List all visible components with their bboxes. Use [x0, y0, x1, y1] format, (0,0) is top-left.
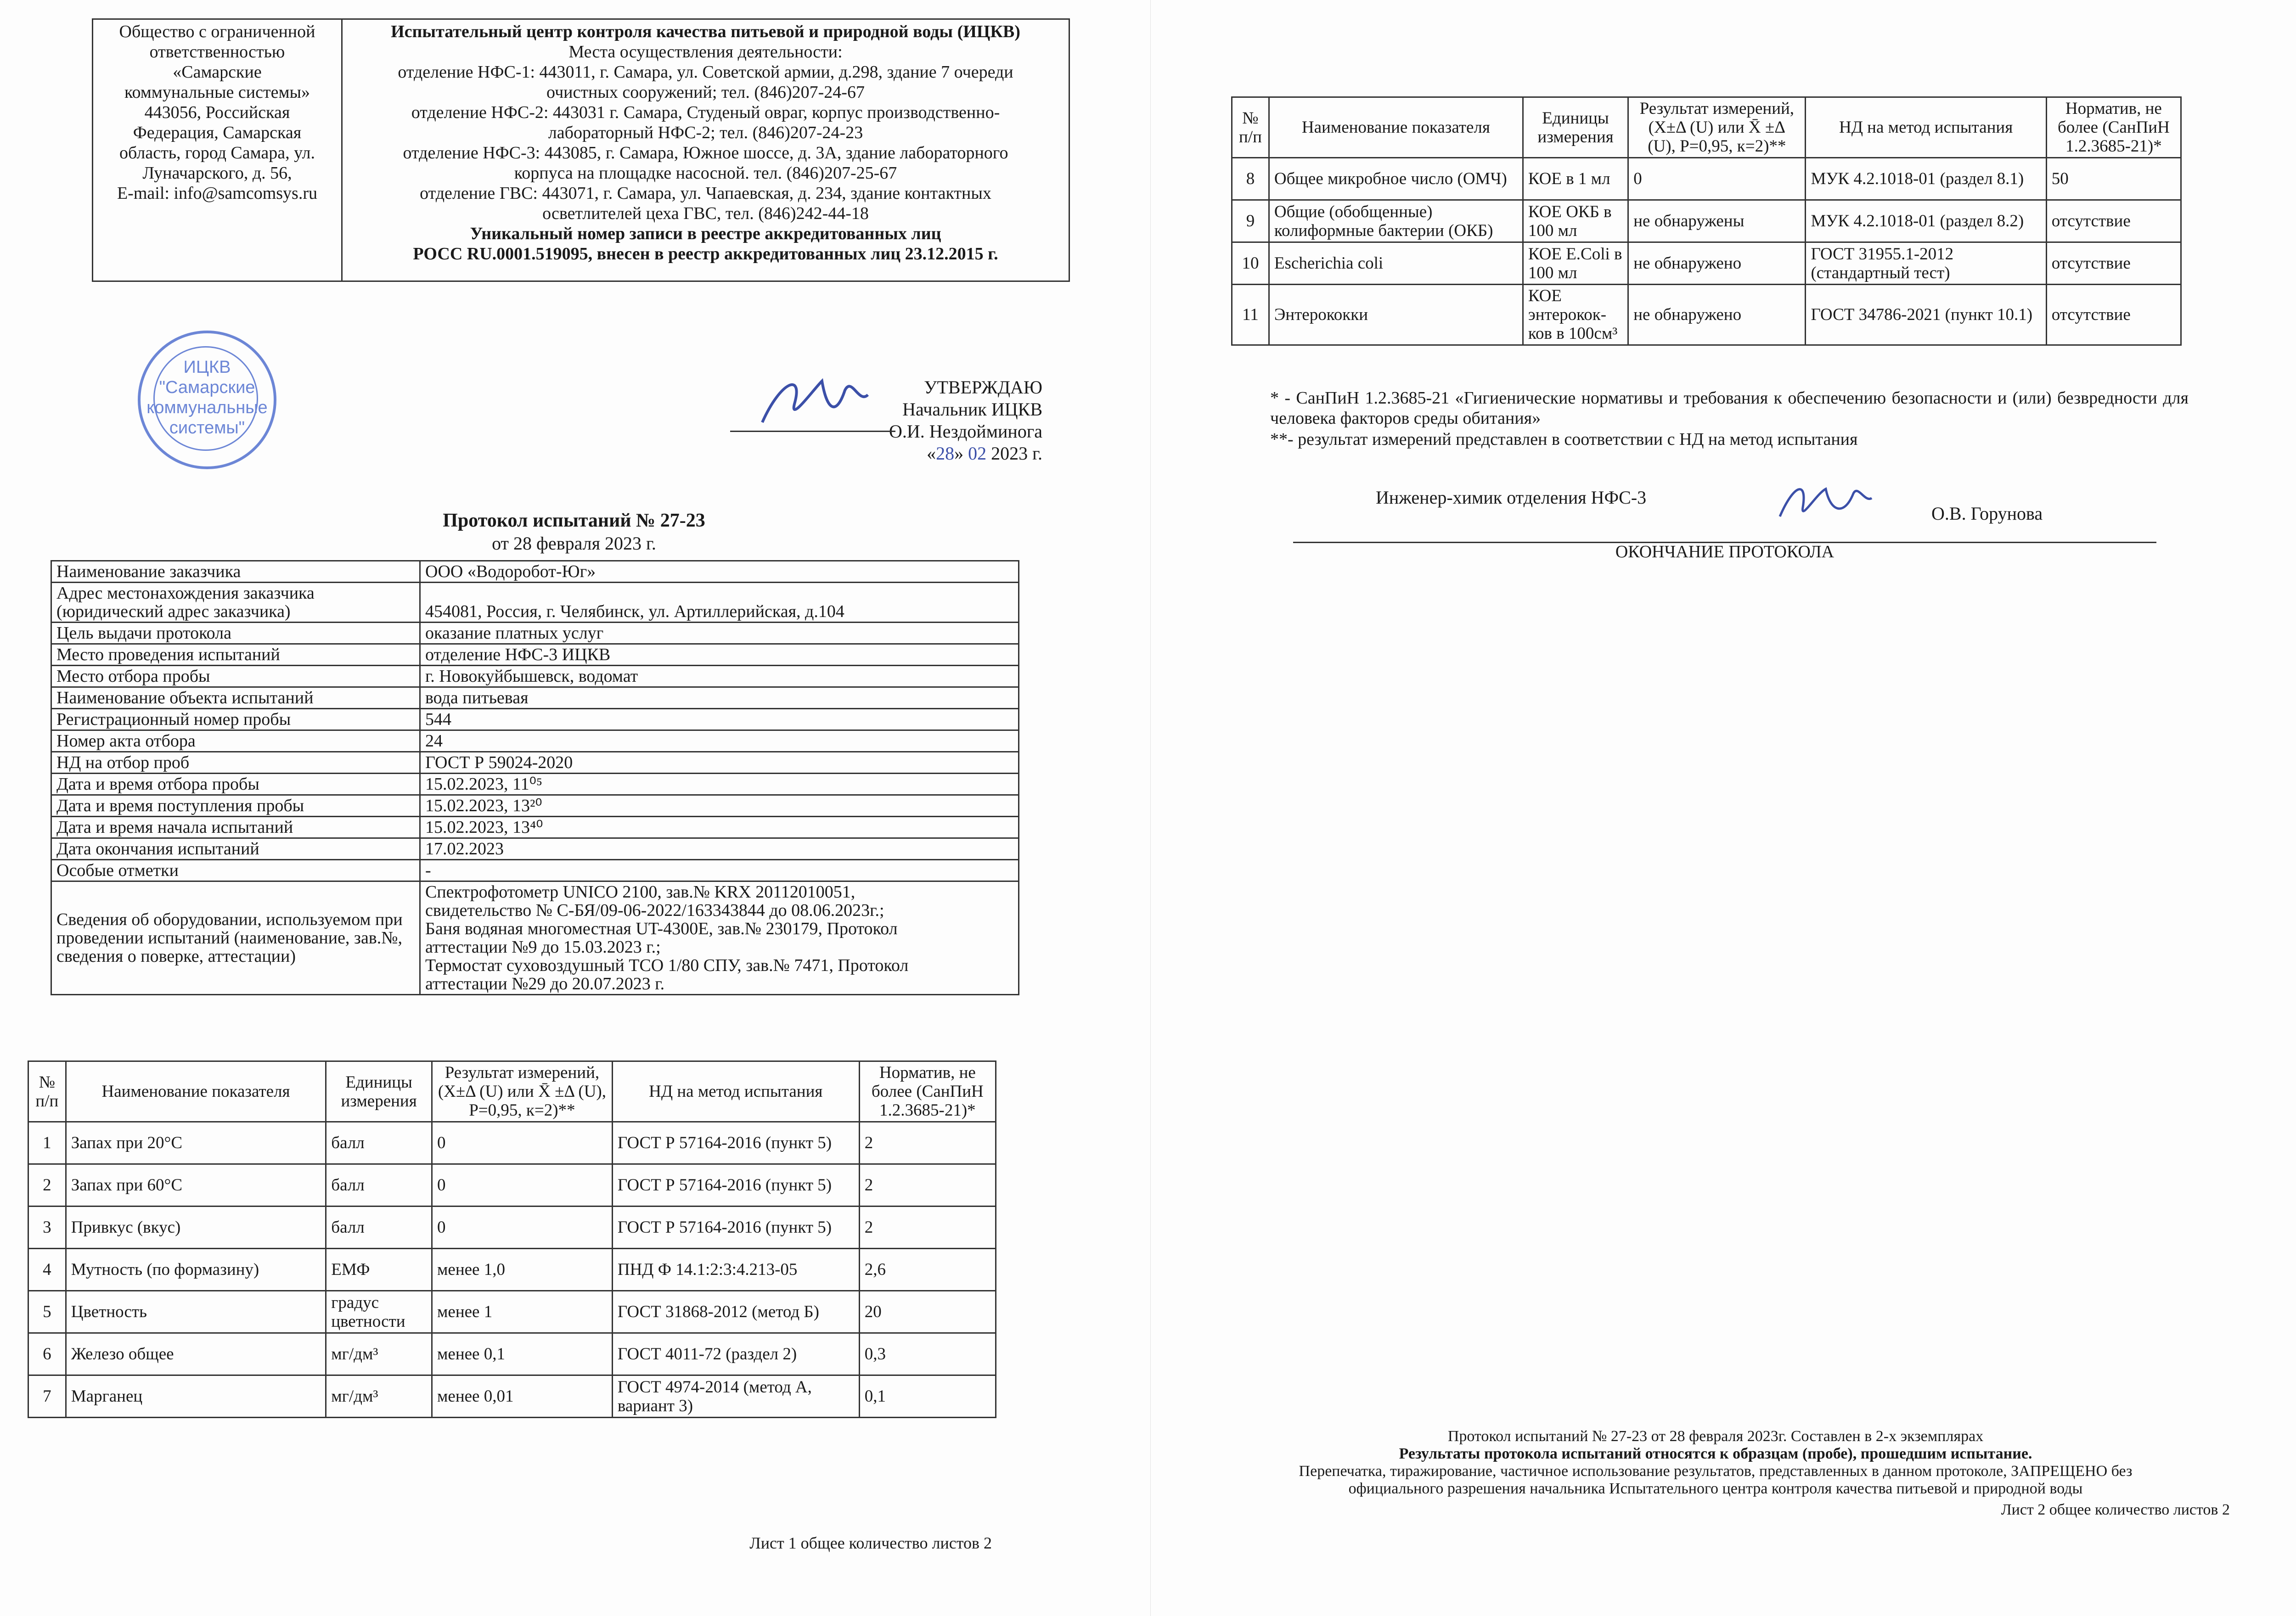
sample-info-table [51, 560, 1019, 995]
seal-text [141, 357, 274, 438]
info-value: ГОСТ Р 59024-2020 [420, 752, 1019, 774]
results-header-row [1232, 97, 2181, 158]
results-table-page-1 [28, 1060, 996, 1418]
bottom-notice [1210, 1428, 2221, 1498]
protocol-title: Протокол испытаний № 27-23 [443, 510, 705, 531]
header-indicator: Наименование показателя [66, 1061, 326, 1122]
bottom-line-1: Протокол испытаний № 27-23 от 28 февраля 2023г. Составлен в 2-х экземплярах [1447, 1428, 1984, 1445]
info-value: 454081, Россия, г. Челябинск, ул. Артиллерийская, д.104 [420, 583, 1019, 623]
result-value: менее 0,1 [432, 1333, 613, 1375]
approval-year: 2023 г. [991, 443, 1042, 464]
lab-location-line: Места осуществления деятельности: [568, 42, 843, 62]
lab-location-line: очистных сооружений; тел. (846)207-24-67 [546, 83, 865, 102]
result-value: не обнаружены [1628, 200, 1806, 242]
seal-text-line: ИЦКВ [183, 358, 231, 377]
results-table-page-2 [1231, 96, 2182, 346]
lab-location-line: отделение НФС-2: 443031 г. Самара, Студеный овраг, корпус производственно- [411, 103, 1000, 122]
bottom-line-4: официального разрешения начальника Испытательного центра контроля качества питьевой и природной воды [1348, 1480, 2083, 1497]
unit: мг/дм³ [326, 1333, 432, 1375]
result-row [28, 1249, 996, 1291]
equipment-line: Спектрофотометр UNICO 2100, зав.№ KRX 20112010051, [425, 882, 855, 902]
header-method: НД на метод испытания [612, 1061, 859, 1122]
info-label: Наименование заказчика [51, 561, 420, 583]
page-2 [1150, 0, 2296, 1616]
indicator-name: Мутность (по формазину) [66, 1249, 326, 1291]
header-method: НД на метод испытания [1806, 97, 2046, 158]
indicator-name: Общее микробное число (ОМЧ) [1269, 158, 1523, 200]
result-value: менее 1,0 [432, 1249, 613, 1291]
info-label: Особые отметки [51, 860, 420, 881]
norm-value: 2 [859, 1122, 996, 1164]
info-row [51, 687, 1019, 709]
unit: градус цветности [326, 1291, 432, 1333]
result-row [28, 1291, 996, 1333]
lab-location-line: осветлителей цеха ГВС, тел. (846)242-44-18 [542, 204, 869, 223]
norm-value: отсутствие [2046, 285, 2181, 345]
organization-header [92, 18, 1070, 282]
info-label: Дата и время отбора пробы [51, 774, 420, 795]
indicator-name: Энтерококки [1269, 285, 1523, 345]
info-row [51, 774, 1019, 795]
header-unit: Единицы измерения [1523, 97, 1628, 158]
indicator-name: Марганец [66, 1375, 326, 1418]
row-number: 1 [28, 1122, 66, 1164]
approval-position: Начальник ИЦКВ [902, 399, 1042, 420]
info-value: 15.02.2023, 13⁴⁰ [420, 817, 1019, 838]
norm-value: 20 [859, 1291, 996, 1333]
unit: КОЕ ОКБ в 100 мл [1523, 200, 1628, 242]
result-value: не обнаружено [1628, 285, 1806, 345]
info-value: отделение НФС-3 ИЦКВ [420, 644, 1019, 666]
organization-details [98, 22, 337, 203]
unit: КОЕ E.Coli в 100 мл [1523, 242, 1628, 285]
row-number: 6 [28, 1333, 66, 1375]
result-row [1232, 200, 2181, 242]
info-value: 544 [420, 709, 1019, 730]
seal-text-line: коммунальные [146, 398, 268, 417]
equipment-line: Термостат суховоздушный ТСО 1/80 СПУ, зав.№ 7471, Протокол [425, 956, 909, 975]
test-method: ГОСТ 4974-2014 (метод А, вариант 3) [612, 1375, 859, 1418]
protocol-date: от 28 февраля 2023 г. [492, 533, 656, 554]
unit: КОЕ энтерокок-ков в 100см³ [1523, 285, 1628, 345]
approval-title: УТВЕРЖДАЮ [924, 377, 1042, 398]
organization-line: Общество с ограниченной [119, 22, 315, 41]
row-number: 4 [28, 1249, 66, 1291]
result-row [28, 1333, 996, 1375]
test-method: ГОСТ Р 57164-2016 (пункт 5) [612, 1122, 859, 1164]
info-row [51, 561, 1019, 583]
equipment-line: свидетельство № С-БЯ/09-06-2022/163343844 до 08.06.2023г.; [425, 901, 884, 920]
norm-value: 0,3 [859, 1333, 996, 1375]
indicator-name: Железо общее [66, 1333, 326, 1375]
info-label: Дата и время поступления пробы [51, 795, 420, 817]
info-row [51, 644, 1019, 666]
equipment-label: Сведения об оборудовании, используемом при проведении испытаний (наименование, зав.№, сведения о поверке, аттестации) [51, 881, 420, 995]
bottom-line-3: Перепечатка, тиражирование, частичное использование результатов, представленных в данном протоколе, ЗАПРЕЩЕНО без [1299, 1463, 2133, 1480]
equipment-row [51, 881, 1019, 995]
result-value: 0 [1628, 158, 1806, 200]
header-result: Результат измерений, (X±Δ (U) или X̄ ±Δ (U), P=0,95, к=2)** [432, 1061, 613, 1122]
info-row [51, 583, 1019, 623]
lab-location-line: лабораторный НФС-2; тел. (846)207-24-23 [548, 123, 863, 142]
organization-left-cell [93, 19, 342, 281]
info-row [51, 817, 1019, 838]
info-value: 17.02.2023 [420, 838, 1019, 860]
page-1-footer: Лист 1 общее количество листов 2 [749, 1534, 992, 1552]
row-number: 7 [28, 1375, 66, 1418]
unit: мг/дм³ [326, 1375, 432, 1418]
info-label: Регистрационный номер пробы [51, 709, 420, 730]
test-method: ГОСТ 31955.1-2012 (стандартный тест) [1806, 242, 2046, 285]
test-method: ГОСТ Р 57164-2016 (пункт 5) [612, 1206, 859, 1249]
registry-line-2: РОСС RU.0001.519095, внесен в реестр аккредитованных лиц 23.12.2015 г. [413, 244, 998, 264]
organization-line: ответственностью [149, 42, 285, 62]
norm-value: отсутствие [2046, 242, 2181, 285]
result-row [28, 1375, 996, 1418]
info-value: ООО «Водоробот-Юг» [420, 561, 1019, 583]
lab-title: Испытательный центр контроля качества питьевой и природной воды (ИЦКВ) [391, 22, 1020, 41]
test-method: ГОСТ 31868-2012 (метод Б) [612, 1291, 859, 1333]
organization-line: «Самарские [173, 62, 262, 82]
result-row [1232, 158, 2181, 200]
unit: балл [326, 1164, 432, 1206]
organization-line: 443056, Российская [144, 103, 290, 122]
indicator-name: Общие (обобщенные) колиформные бактерии (ОКБ) [1269, 200, 1523, 242]
lab-location-line: отделение НФС-1: 443011, г. Самара, ул. Советской армии, д.298, здание 7 очереди [398, 62, 1013, 82]
organization-line: коммунальные системы» [124, 83, 310, 102]
row-number: 8 [1232, 158, 1269, 200]
norm-value: 50 [2046, 158, 2181, 200]
info-label: Адрес местонахождения заказчика (юридический адрес заказчика) [51, 583, 420, 623]
test-method: ГОСТ 34786-2021 (пункт 10.1) [1806, 285, 2046, 345]
result-value: менее 1 [432, 1291, 613, 1333]
unit: ЕМФ [326, 1249, 432, 1291]
equipment-line: аттестации №29 до 20.07.2023 г. [425, 974, 665, 993]
round-seal-stamp [138, 331, 276, 469]
row-number: 9 [1232, 200, 1269, 242]
info-row [51, 709, 1019, 730]
organization-line: Луначарского, д. 56, [142, 163, 292, 183]
equipment-line: Баня водяная многоместная UT-4300E, зав.№ 230179, Протокол [425, 919, 898, 938]
header-indicator: Наименование показателя [1269, 97, 1523, 158]
info-value: оказание платных услуг [420, 623, 1019, 644]
unit: КОЕ в 1 мл [1523, 158, 1628, 200]
seal-text-line: "Самарские [159, 378, 255, 397]
info-row [51, 795, 1019, 817]
info-row [51, 666, 1019, 687]
info-label: Место проведения испытаний [51, 644, 420, 666]
engineer-position: Инженер-химик отделения НФС-3 [1376, 487, 1647, 508]
info-row [51, 623, 1019, 644]
row-number: 3 [28, 1206, 66, 1249]
footnote-sanpin: * - СанПиН 1.2.3685-21 «Гигиенические нормативы и требования к обеспечению безопасности и (или) безвредности для человека факторов среды обитания» [1270, 388, 2189, 428]
norm-value: 0,1 [859, 1375, 996, 1418]
header-result: Результат измерений, (X±Δ (U) или X̄ ±Δ (U), P=0,95, к=2)** [1628, 97, 1806, 158]
info-label: Дата окончания испытаний [51, 838, 420, 860]
approval-day: 28 [936, 443, 955, 464]
footnote-result: **- результат измерений представлен в соответствии с НД на метод испытания [1270, 430, 1858, 449]
info-value: 15.02.2023, 11⁰⁵ [420, 774, 1019, 795]
test-method: ГОСТ 4011-72 (раздел 2) [612, 1333, 859, 1375]
indicator-name: Запах при 60°C [66, 1164, 326, 1206]
info-label: НД на отбор проб [51, 752, 420, 774]
norm-value: 2 [859, 1164, 996, 1206]
info-value: 24 [420, 730, 1019, 752]
lab-location-line: отделение НФС-3: 443085, г. Самара, Южное шоссе, д. 3А, здание лабораторного [403, 143, 1008, 163]
test-method: МУК 4.2.1018-01 (раздел 8.1) [1806, 158, 2046, 200]
seal-text-line: системы" [169, 418, 245, 438]
unit: балл [326, 1206, 432, 1249]
organization-line: область, город Самара, ул. [119, 143, 315, 163]
test-method: ГОСТ Р 57164-2016 (пункт 5) [612, 1164, 859, 1206]
bottom-line-2: Результаты протокола испытаний относятся к образцам (пробе), прошедшим испытание. [1399, 1445, 2032, 1462]
result-value: 0 [432, 1206, 613, 1249]
registry-line-1: Уникальный номер записи в реестре аккредитованных лиц [470, 224, 941, 243]
organization-right-cell [342, 19, 1069, 281]
header-norm: Норматив, не более (СанПиН 1.2.3685-21)* [859, 1061, 996, 1122]
row-number: 10 [1232, 242, 1269, 285]
page-2-footer: Лист 2 общее количество листов 2 [2001, 1501, 2230, 1518]
unit: балл [326, 1122, 432, 1164]
indicator-name: Привкус (вкус) [66, 1206, 326, 1249]
info-label: Наименование объекта испытаний [51, 687, 420, 709]
director-signature-icon [753, 363, 872, 436]
engineer-signature-icon [1775, 475, 1876, 526]
result-row [1232, 285, 2181, 345]
info-row [51, 838, 1019, 860]
result-value: менее 0,01 [432, 1375, 613, 1418]
equipment-value [420, 881, 1019, 995]
info-row [51, 860, 1019, 881]
norm-value: отсутствие [2046, 200, 2181, 242]
result-row [28, 1206, 996, 1249]
norm-value: 2 [859, 1206, 996, 1249]
row-number: 11 [1232, 285, 1269, 345]
info-label: Дата и время начала испытаний [51, 817, 420, 838]
lab-locations [347, 42, 1064, 224]
approval-date: «28» 02 2023 г. [927, 443, 1042, 464]
result-value: 0 [432, 1164, 613, 1206]
header-number: № п/п [28, 1061, 66, 1122]
info-row [51, 752, 1019, 774]
info-value: 15.02.2023, 13²⁰ [420, 795, 1019, 817]
indicator-name: Цветность [66, 1291, 326, 1333]
results-header-row [28, 1061, 996, 1122]
test-method: МУК 4.2.1018-01 (раздел 8.2) [1806, 200, 2046, 242]
indicator-name: Запах при 20°C [66, 1122, 326, 1164]
info-label: Цель выдачи протокола [51, 623, 420, 644]
lab-location-line: корпуса на площадке насосной. тел. (846)207-25-67 [514, 163, 897, 183]
equipment-line: аттестации №9 до 15.03.2023 г.; [425, 937, 661, 957]
lab-location-line: отделение ГВС: 443071, г. Самара, ул. Чапаевская, д. 234, здание контактных [420, 184, 991, 203]
info-value: - [420, 860, 1019, 881]
info-value: г. Новокуйбышевск, водомат [420, 666, 1019, 687]
result-value: 0 [432, 1122, 613, 1164]
approval-month: 02 [968, 443, 987, 464]
norm-value: 2,6 [859, 1249, 996, 1291]
header-unit: Единицы измерения [326, 1061, 432, 1122]
result-row [28, 1164, 996, 1206]
test-method: ПНД Ф 14.1:2:3:4.213-05 [612, 1249, 859, 1291]
row-number: 2 [28, 1164, 66, 1206]
organization-line: E-mail: info@samcomsys.ru [117, 184, 318, 203]
approval-name: О.И. Нездойминога [889, 421, 1042, 442]
info-row [51, 730, 1019, 752]
result-value: не обнаружено [1628, 242, 1806, 285]
info-label: Номер акта отбора [51, 730, 420, 752]
info-label: Место отбора пробы [51, 666, 420, 687]
header-norm: Норматив, не более (СанПиН 1.2.3685-21)* [2046, 97, 2181, 158]
indicator-name: Escherichia coli [1269, 242, 1523, 285]
info-value: вода питьевая [420, 687, 1019, 709]
result-row [28, 1122, 996, 1164]
result-row [1232, 242, 2181, 285]
organization-line: Федерация, Самарская [133, 123, 302, 142]
row-number: 5 [28, 1291, 66, 1333]
header-number: № п/п [1232, 97, 1269, 158]
engineer-name: О.В. Горунова [1931, 503, 2043, 524]
end-of-protocol: ОКОНЧАНИЕ ПРОТОКОЛА [1615, 542, 1835, 561]
